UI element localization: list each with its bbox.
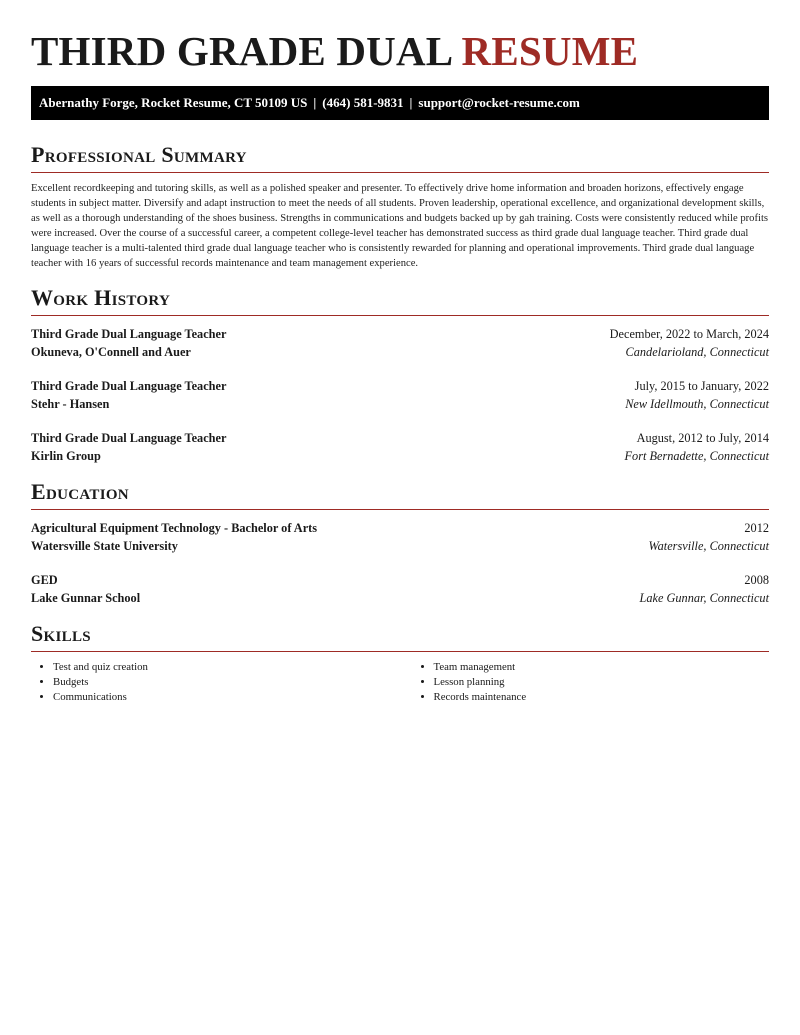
education-degree: GED bbox=[31, 573, 58, 587]
education-school: Lake Gunnar School bbox=[31, 591, 141, 605]
education-year: 2012 bbox=[744, 521, 769, 535]
job-company: Stehr - Hansen bbox=[31, 397, 110, 411]
contact-bar bbox=[31, 86, 769, 120]
work-entry bbox=[31, 377, 769, 413]
education-entry bbox=[31, 571, 769, 607]
work-entry bbox=[31, 325, 769, 361]
job-dates: August, 2012 to July, 2014 bbox=[636, 431, 769, 445]
job-title: Third Grade Dual Language Teacher bbox=[31, 327, 227, 341]
skill-item: • Test and quiz creation bbox=[53, 660, 389, 675]
work-history-heading: Work History bbox=[31, 285, 769, 316]
skills-column-left bbox=[31, 660, 389, 705]
job-title: Third Grade Dual Language Teacher bbox=[31, 431, 227, 445]
job-company: Okuneva, O'Connell and Auer bbox=[31, 345, 191, 359]
job-location: Candelarioland, Connecticut bbox=[625, 345, 769, 359]
skill-item: • Team management bbox=[434, 660, 770, 675]
contact-email[interactable]: support@rocket-resume.com bbox=[418, 95, 580, 110]
contact-address: Abernathy Forge, Rocket Resume, CT 50109 US bbox=[39, 95, 308, 110]
title-main: THIRD GRADE DUAL bbox=[31, 28, 452, 74]
contact-phone[interactable]: (464) 581-9831 bbox=[322, 95, 404, 110]
skill-item: • Records maintenance bbox=[434, 690, 770, 705]
resume-title bbox=[31, 0, 769, 74]
title-accent: RESUME bbox=[461, 28, 639, 74]
contact-separator: | bbox=[409, 95, 413, 110]
job-dates: December, 2022 to March, 2024 bbox=[609, 327, 769, 341]
contact-separator: | bbox=[313, 95, 317, 110]
job-location: New Idellmouth, Connecticut bbox=[625, 397, 769, 411]
skills-heading: Skills bbox=[31, 621, 769, 652]
education-location: Lake Gunnar, Connecticut bbox=[639, 591, 769, 605]
education-entry bbox=[31, 519, 769, 555]
job-dates: July, 2015 to January, 2022 bbox=[634, 379, 769, 393]
education-year: 2008 bbox=[744, 573, 769, 587]
education-degree: Agricultural Equipment Technology - Bachelor of Arts bbox=[31, 521, 318, 535]
job-location: Fort Bernadette, Connecticut bbox=[624, 449, 769, 463]
skills-list bbox=[31, 660, 769, 705]
skill-item: • Lesson planning bbox=[434, 675, 770, 690]
education-location: Watersville, Connecticut bbox=[648, 539, 769, 553]
skill-item: • Budgets bbox=[53, 675, 389, 690]
job-title: Third Grade Dual Language Teacher bbox=[31, 379, 227, 393]
summary-heading: Professional Summary bbox=[31, 142, 769, 173]
education-school: Watersville State University bbox=[31, 539, 178, 553]
skill-item: • Communications bbox=[53, 690, 389, 705]
work-entry bbox=[31, 429, 769, 465]
skills-column-right bbox=[412, 660, 770, 705]
summary-text: Excellent recordkeeping and tutoring skills, as well as a polished speaker and presenter. To effectively drive home information and broaden horizons, effectively engage students in subject matter. Diversify and adapt instruction to meet the needs of all students. Proven leadership, operational excellence, and organizational development skills, as well as a thorough understanding of the shoes business. Strengths in communications and budgets backed up by gah training. Costs were consistently reduced while profits were increased. Over the course of a successful career, a competent college-level teacher has demonstrated success as third grade dual language teacher. Third grade dual language teacher is a multi-talented third grade dual language teacher who is consistently rewarded for planning and operational improvements. Third grade dual language teacher with 16 years of successful records maintenance and team management experience. bbox=[31, 183, 769, 269]
job-company: Kirlin Group bbox=[31, 449, 101, 463]
education-heading: Education bbox=[31, 479, 769, 510]
